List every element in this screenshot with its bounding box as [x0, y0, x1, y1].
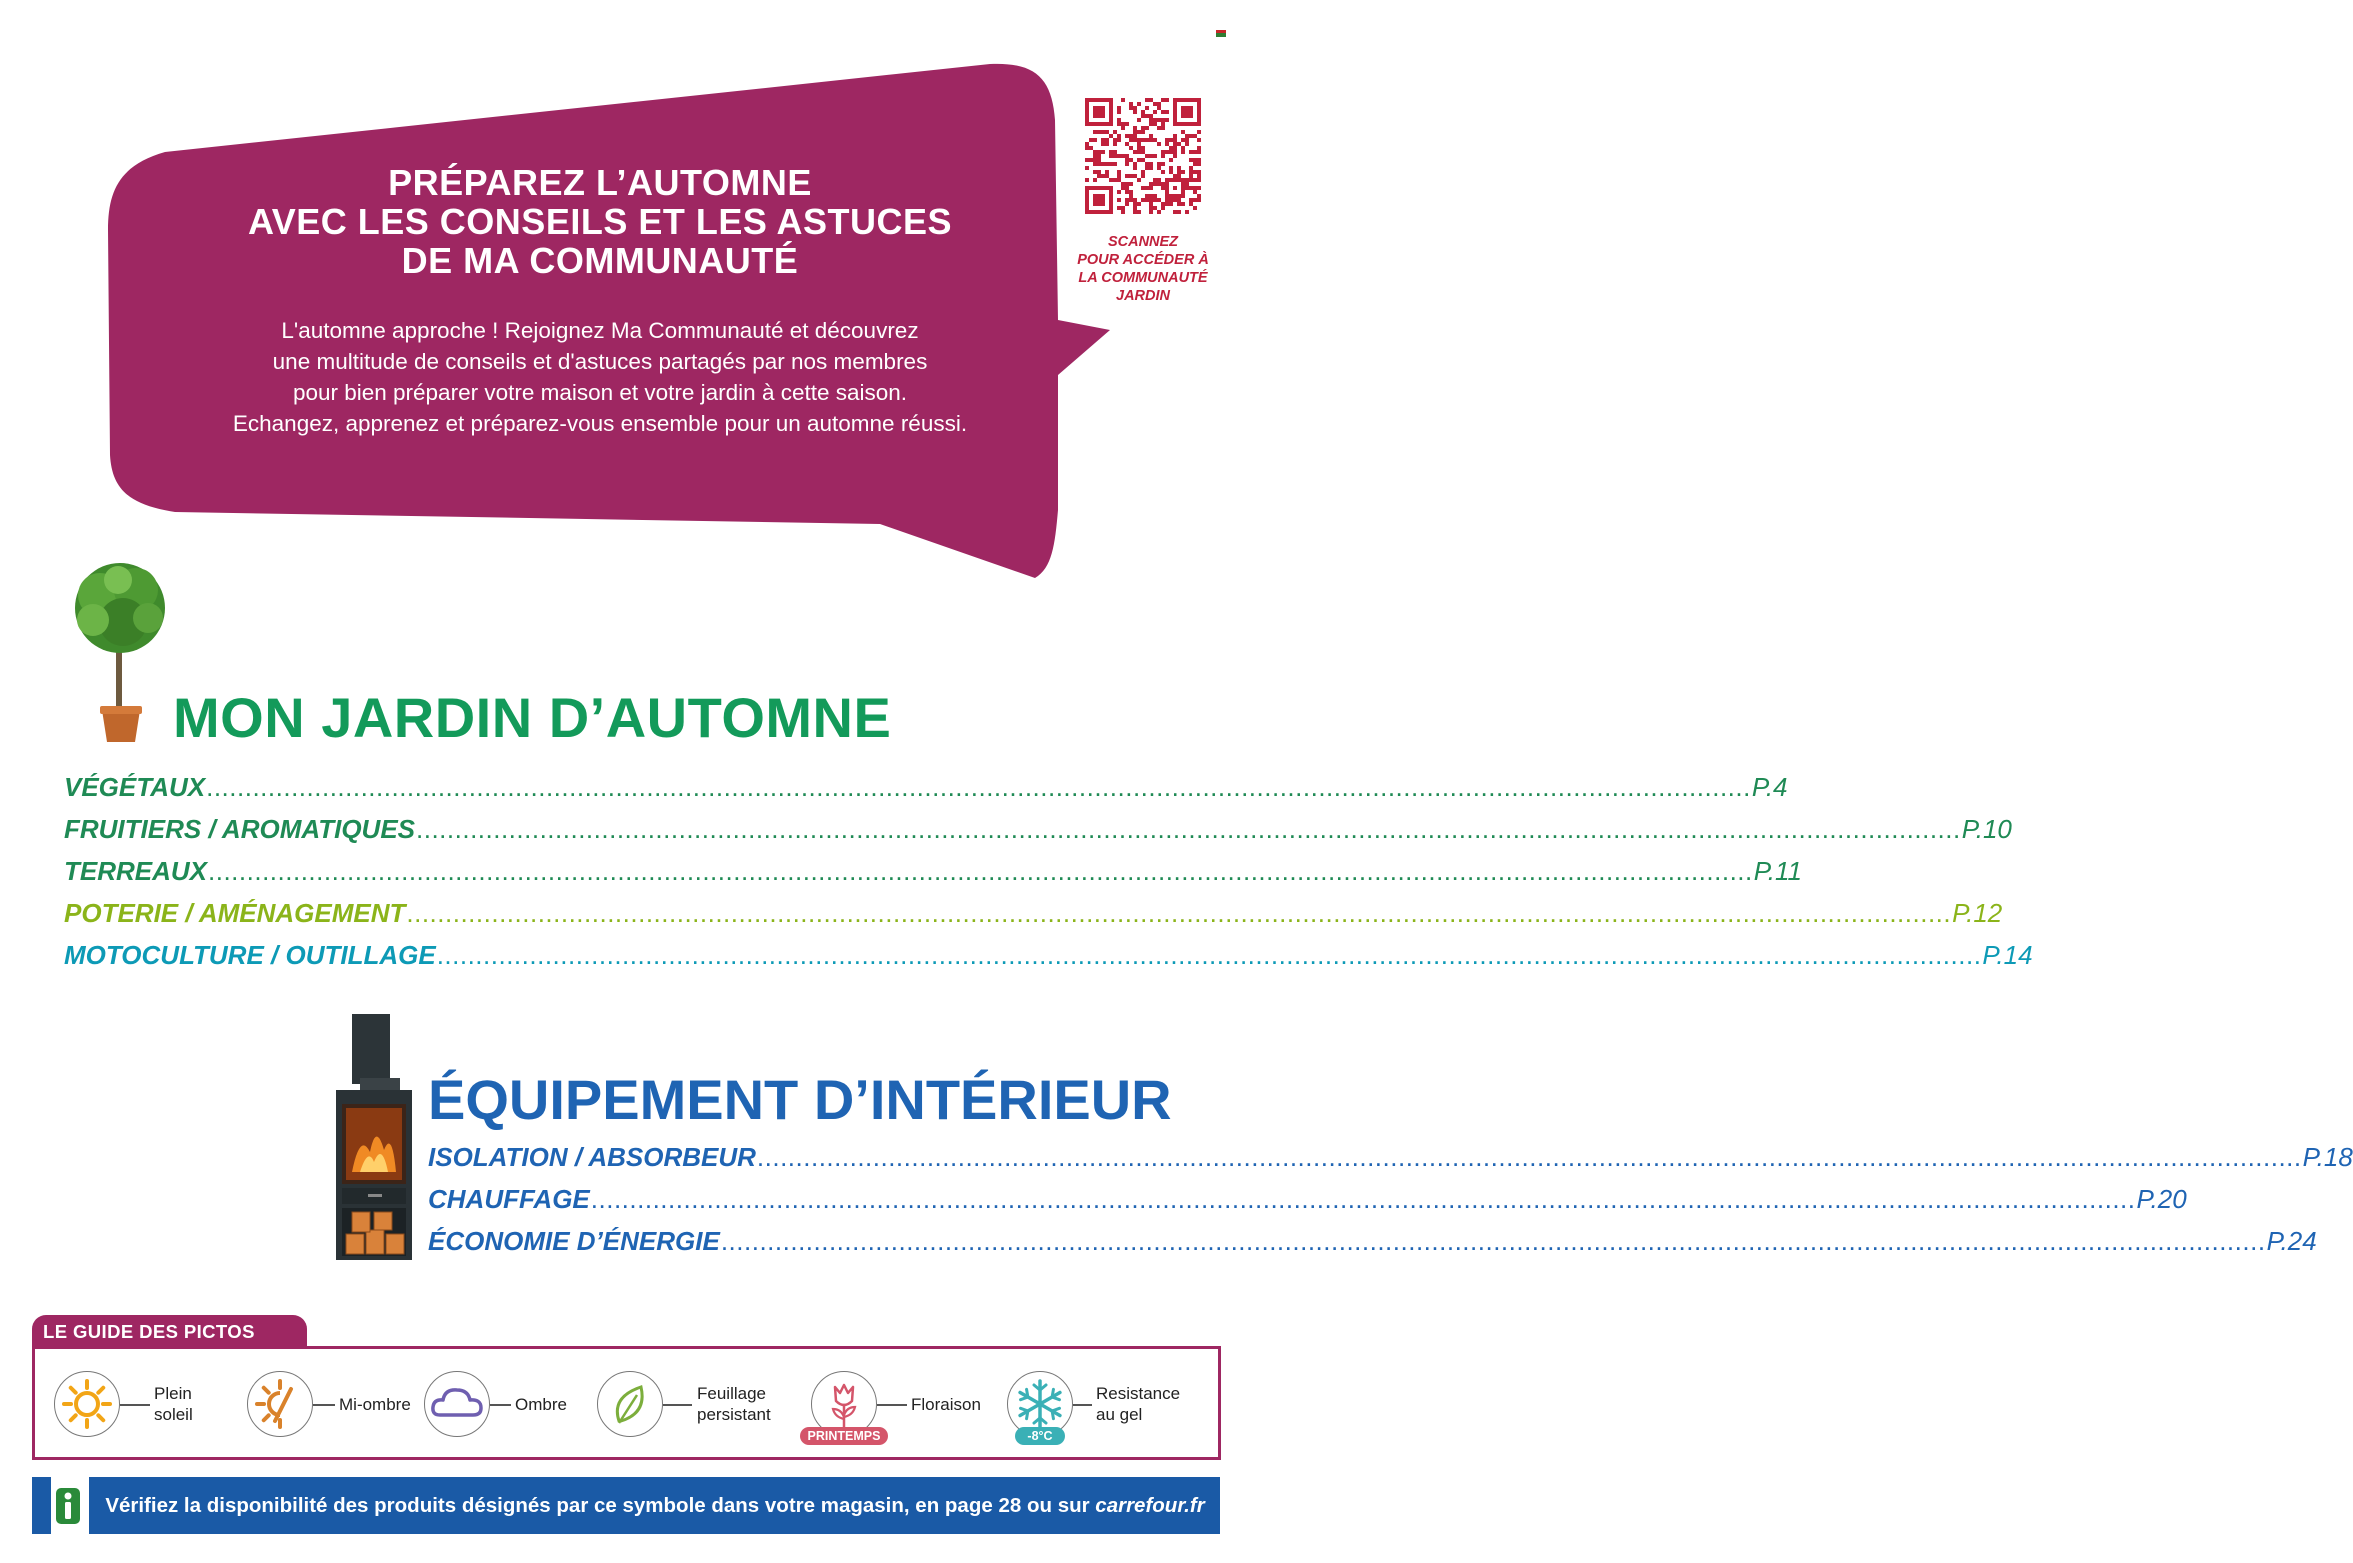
picto-label-line: Plein [154, 1384, 192, 1403]
footer-text-main: Vérifiez la disponibilité des produits désignés par ce symbole dans votre magasin, en page 28 ou sur [105, 1494, 1096, 1517]
flag-icon [1216, 30, 1226, 37]
picto-label [515, 1394, 567, 1415]
toc-label: ÉCONOMIE D’ÉNERGIE [428, 1226, 720, 1256]
picto-label-line: Feuillage [697, 1384, 766, 1403]
qr-caption-line: LA COMMUNAUTÉ [1078, 270, 1208, 286]
picto-label [339, 1394, 411, 1415]
toc-row[interactable] [428, 1142, 2353, 1173]
toc-label: CHAUFFAGE [428, 1184, 590, 1214]
bubble-title-line: PRÉPAREZ L’AUTOMNE [388, 162, 812, 203]
bubble-title-line: DE MA COMMUNAUTÉ [401, 240, 799, 281]
picto-label-line: persistant [697, 1405, 771, 1424]
picto-label [697, 1383, 771, 1425]
wood-stove-image [330, 1012, 420, 1262]
picto-guide-title: LE GUIDE DES PICTOS [32, 1315, 307, 1347]
bubble-title-line: AVEC LES CONSEILS ET LES ASTUCES [247, 201, 953, 242]
toc-leader: ........................................................................................................................................................................................................ [416, 814, 1961, 844]
toc-page: P.18 [2302, 1142, 2353, 1172]
toc-label: MOTOCULTURE / OUTILLAGE [64, 940, 436, 970]
potted-tree-image [58, 560, 183, 745]
interior-title: ÉQUIPEMENT D’INTÉRIEUR [428, 1068, 1172, 1131]
toc-label: ISOLATION / ABSORBEUR [428, 1142, 756, 1172]
picto-connector [877, 1404, 907, 1406]
toc-leader: ........................................................................................................................................................................................................ [406, 898, 1952, 928]
toc-row[interactable] [428, 1226, 2317, 1257]
qr-caption [1060, 233, 1226, 305]
picto-label-line: Floraison [911, 1394, 981, 1414]
half-sun-icon [247, 1371, 313, 1442]
toc-leader: ........................................................................................................................................................................................................ [206, 772, 1751, 802]
toc-row[interactable] [64, 814, 2012, 845]
picto-circle [247, 1371, 313, 1437]
picto-label-line: Mi-ombre [339, 1394, 411, 1414]
picto-label-line: Resistance [1096, 1384, 1181, 1403]
toc-page: P.4 [1751, 772, 1788, 802]
bubble-body-line: pour bien préparer votre maison et votre jardin à cette saison. [292, 380, 908, 405]
picto-circle [597, 1371, 663, 1437]
bubble-title [160, 163, 1040, 280]
qr-caption-line: SCANNEZ [1107, 234, 1179, 250]
picto-label [911, 1394, 981, 1415]
toc-page: P.24 [2266, 1226, 2317, 1256]
bubble-body-line: Echangez, apprenez et préparez-vous ensemble pour un automne réussi. [232, 411, 968, 436]
toc-label: TERREAUX [64, 856, 208, 886]
toc-leader: ........................................................................................................................................................................................................ [590, 1184, 2136, 1214]
picto-badge: -8°C [1015, 1427, 1065, 1445]
toc-label: FRUITIERS / AROMATIQUES [64, 814, 415, 844]
picto-label-line: Ombre [515, 1394, 567, 1414]
footer-text [90, 1477, 1220, 1534]
picto-connector [120, 1404, 150, 1406]
toc-page: P.20 [2136, 1184, 2187, 1214]
toc-label: VÉGÉTAUX [64, 772, 206, 802]
toc-row[interactable] [64, 898, 2003, 929]
qr-code[interactable] [1085, 98, 1201, 214]
picto-label [154, 1383, 193, 1425]
bubble-body [130, 315, 1070, 439]
toc-page: P.10 [1961, 814, 2012, 844]
toc-page: P.11 [1753, 856, 1802, 886]
toc-page: P.12 [1952, 898, 2003, 928]
picto-circle [54, 1371, 120, 1437]
toc-leader: ........................................................................................................................................................................................................ [436, 940, 1982, 970]
picto-circle [424, 1371, 490, 1437]
cloud-icon [424, 1371, 490, 1442]
toc-row[interactable] [64, 772, 1788, 803]
footer-stub [32, 1477, 51, 1534]
qr-caption-line: POUR ACCÉDER À [1077, 252, 1209, 268]
toc-leader: ........................................................................................................................................................................................................ [208, 856, 1753, 886]
picto-label [1096, 1383, 1180, 1425]
qr-caption-line: JARDIN [1116, 288, 1170, 304]
picto-badge: PRINTEMPS [800, 1427, 888, 1445]
picto-connector [663, 1404, 692, 1406]
toc-row[interactable] [64, 856, 1802, 887]
toc-label: POTERIE / AMÉNAGEMENT [64, 898, 406, 928]
picto-connector [490, 1404, 511, 1406]
sun-icon [54, 1371, 120, 1442]
picto-label-line: au gel [1096, 1405, 1143, 1424]
toc-row[interactable] [64, 940, 2033, 971]
toc-leader: ........................................................................................................................................................................................................ [720, 1226, 2266, 1256]
toc-row[interactable] [428, 1184, 2187, 1215]
picto-connector [1073, 1404, 1092, 1406]
info-icon [56, 1488, 80, 1524]
bubble-body-line: une multitude de conseils et d'astuces partagés par nos membres [272, 349, 928, 374]
toc-leader: ........................................................................................................................................................................................................ [756, 1142, 2302, 1172]
bubble-body-line: L'automne approche ! Rejoignez Ma Communauté et découvrez [281, 318, 919, 343]
picto-connector [313, 1404, 335, 1406]
picto-label-line: soleil [154, 1405, 193, 1424]
garden-title: MON JARDIN D’AUTOMNE [173, 686, 892, 749]
leaf-icon [597, 1371, 663, 1442]
toc-page: P.14 [1982, 940, 2033, 970]
footer-link[interactable]: carrefour.fr [1095, 1494, 1205, 1517]
